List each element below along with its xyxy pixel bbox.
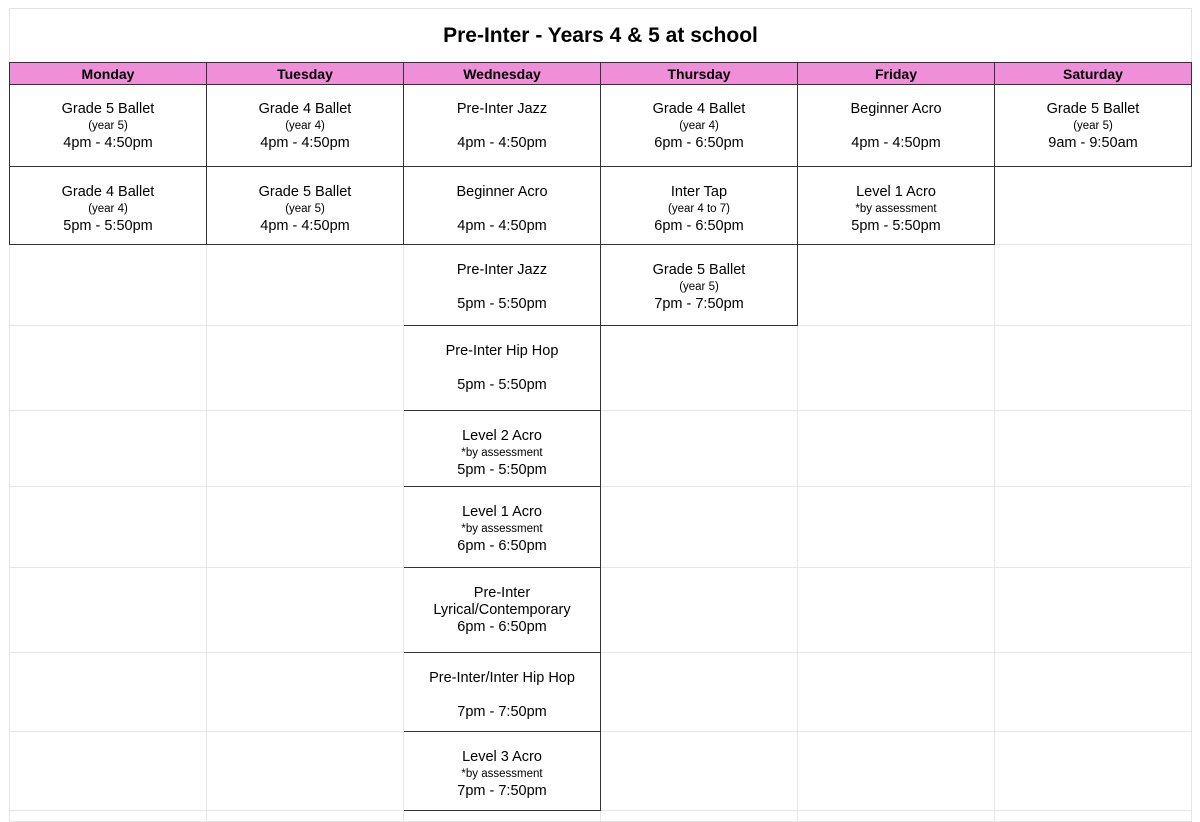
class-note: (year 5) (1073, 120, 1113, 132)
day-header-tuesday: Tuesday (207, 63, 404, 85)
class-cell (601, 85, 798, 167)
empty-cell (601, 411, 798, 487)
class-time: 4pm - 4:50pm (260, 218, 350, 234)
table-row (10, 811, 1192, 822)
class-name: Beginner Acro (850, 101, 942, 117)
table-row (10, 411, 1192, 487)
class-cell (798, 85, 995, 167)
empty-cell (601, 568, 798, 653)
empty-cell (10, 653, 207, 732)
class-note: (year 5) (285, 203, 325, 215)
class-cell (798, 167, 995, 245)
empty-cell (798, 487, 995, 568)
table-row (10, 732, 1192, 811)
empty-cell (995, 245, 1192, 326)
class-name: Grade 4 Ballet (258, 101, 352, 117)
day-header-wednesday: Wednesday (404, 63, 601, 85)
day-header-row (10, 63, 1192, 85)
empty-cell (995, 568, 1192, 653)
empty-cell (207, 811, 404, 822)
class-name: Grade 5 Ballet (258, 184, 352, 200)
table-row (10, 245, 1192, 326)
class-note: (year 4) (88, 203, 128, 215)
table-row (10, 167, 1192, 245)
class-note: (year 5) (88, 120, 128, 132)
table-row (10, 85, 1192, 167)
class-note (404, 201, 600, 218)
class-cell (207, 85, 404, 167)
class-cell (601, 245, 798, 326)
class-note (404, 279, 600, 296)
empty-cell (207, 326, 404, 411)
class-cell (601, 167, 798, 245)
class-name: Level 1 Acro (462, 504, 542, 520)
empty-cell (601, 732, 798, 811)
day-header-friday: Friday (798, 63, 995, 85)
class-cell (404, 326, 601, 411)
class-name: Grade 5 Ballet (61, 101, 155, 117)
empty-cell (995, 732, 1192, 811)
empty-cell (995, 811, 1192, 822)
class-note: *by assessment (461, 447, 543, 459)
empty-cell (601, 653, 798, 732)
empty-cell (10, 732, 207, 811)
class-name: Pre-Inter Jazz (456, 101, 548, 117)
class-time: 4pm - 4:50pm (63, 135, 153, 151)
class-time: 6pm - 6:50pm (457, 538, 547, 554)
class-note (404, 118, 600, 135)
class-name: Pre-Inter Hip Hop (445, 343, 559, 359)
class-note (404, 360, 600, 377)
class-note: (year 4 to 7) (668, 203, 730, 215)
empty-cell (601, 326, 798, 411)
class-cell (404, 732, 601, 811)
class-name-line2: Lyrical/Contemporary (433, 602, 571, 618)
class-name: Pre-Inter Jazz (456, 262, 548, 278)
empty-cell (10, 568, 207, 653)
empty-cell (207, 653, 404, 732)
page-title: Pre-Inter - Years 4 & 5 at school (10, 9, 1191, 63)
class-time: 4pm - 4:50pm (457, 135, 547, 151)
table-row (10, 487, 1192, 568)
empty-cell (10, 245, 207, 326)
class-cell (10, 85, 207, 167)
class-cell (404, 653, 601, 732)
class-note: *by assessment (461, 523, 543, 535)
day-header-thursday: Thursday (601, 63, 798, 85)
class-time: 5pm - 5:50pm (63, 218, 153, 234)
class-name: Grade 4 Ballet (61, 184, 155, 200)
class-name: Grade 4 Ballet (652, 101, 746, 117)
class-note (404, 687, 600, 704)
class-time: 4pm - 4:50pm (851, 135, 941, 151)
empty-cell (798, 732, 995, 811)
timetable-grid (9, 62, 1192, 822)
class-time: 9am - 9:50am (1048, 135, 1138, 151)
empty-cell (798, 653, 995, 732)
empty-cell (995, 167, 1192, 245)
class-cell (404, 85, 601, 167)
class-name: Beginner Acro (456, 184, 548, 200)
empty-cell (995, 653, 1192, 732)
class-name: Grade 5 Ballet (1046, 101, 1140, 117)
empty-cell (798, 326, 995, 411)
empty-cell (207, 568, 404, 653)
class-cell (404, 568, 601, 653)
empty-cell (601, 811, 798, 822)
class-time: 6pm - 6:50pm (654, 218, 744, 234)
class-note: *by assessment (855, 203, 937, 215)
empty-cell (798, 811, 995, 822)
empty-cell (995, 411, 1192, 487)
class-time: 7pm - 7:50pm (457, 783, 547, 799)
class-note: (year 4) (679, 120, 719, 132)
empty-cell (207, 487, 404, 568)
class-name: Level 2 Acro (462, 428, 542, 444)
timetable-sheet (9, 8, 1192, 818)
class-name: Inter Tap (670, 184, 728, 200)
table-row (10, 568, 1192, 653)
class-name: Level 3 Acro (462, 749, 542, 765)
class-name: Grade 5 Ballet (652, 262, 746, 278)
class-note: (year 5) (679, 281, 719, 293)
empty-cell (207, 732, 404, 811)
class-note: (year 4) (285, 120, 325, 132)
class-cell (404, 167, 601, 245)
class-time: 7pm - 7:50pm (654, 296, 744, 312)
empty-cell (207, 245, 404, 326)
empty-cell (798, 411, 995, 487)
class-cell (404, 245, 601, 326)
class-time: 5pm - 5:50pm (457, 377, 547, 393)
class-time: 5pm - 5:50pm (851, 218, 941, 234)
day-header-saturday: Saturday (995, 63, 1192, 85)
class-cell (207, 167, 404, 245)
empty-cell (601, 487, 798, 568)
empty-cell (404, 811, 601, 822)
class-name: Level 1 Acro (856, 184, 936, 200)
day-header-monday: Monday (10, 63, 207, 85)
class-time: 4pm - 4:50pm (260, 135, 350, 151)
class-cell (995, 85, 1192, 167)
empty-cell (10, 811, 207, 822)
class-note (798, 118, 994, 135)
class-cell (10, 167, 207, 245)
empty-cell (207, 411, 404, 487)
class-time: 7pm - 7:50pm (457, 704, 547, 720)
table-row (10, 326, 1192, 411)
class-name: Pre-Inter/Inter Hip Hop (429, 670, 575, 686)
empty-cell (995, 326, 1192, 411)
empty-cell (10, 487, 207, 568)
empty-cell (10, 326, 207, 411)
class-cell (404, 487, 601, 568)
class-time: 4pm - 4:50pm (457, 218, 547, 234)
class-cell (404, 411, 601, 487)
class-note: *by assessment (461, 768, 543, 780)
empty-cell (995, 487, 1192, 568)
class-time: 5pm - 5:50pm (457, 296, 547, 312)
empty-cell (798, 245, 995, 326)
class-time: 6pm - 6:50pm (457, 619, 547, 635)
class-time: 6pm - 6:50pm (654, 135, 744, 151)
class-name: Pre-Inter (473, 585, 531, 601)
table-row (10, 653, 1192, 732)
empty-cell (798, 568, 995, 653)
class-time: 5pm - 5:50pm (457, 462, 547, 478)
empty-cell (10, 411, 207, 487)
